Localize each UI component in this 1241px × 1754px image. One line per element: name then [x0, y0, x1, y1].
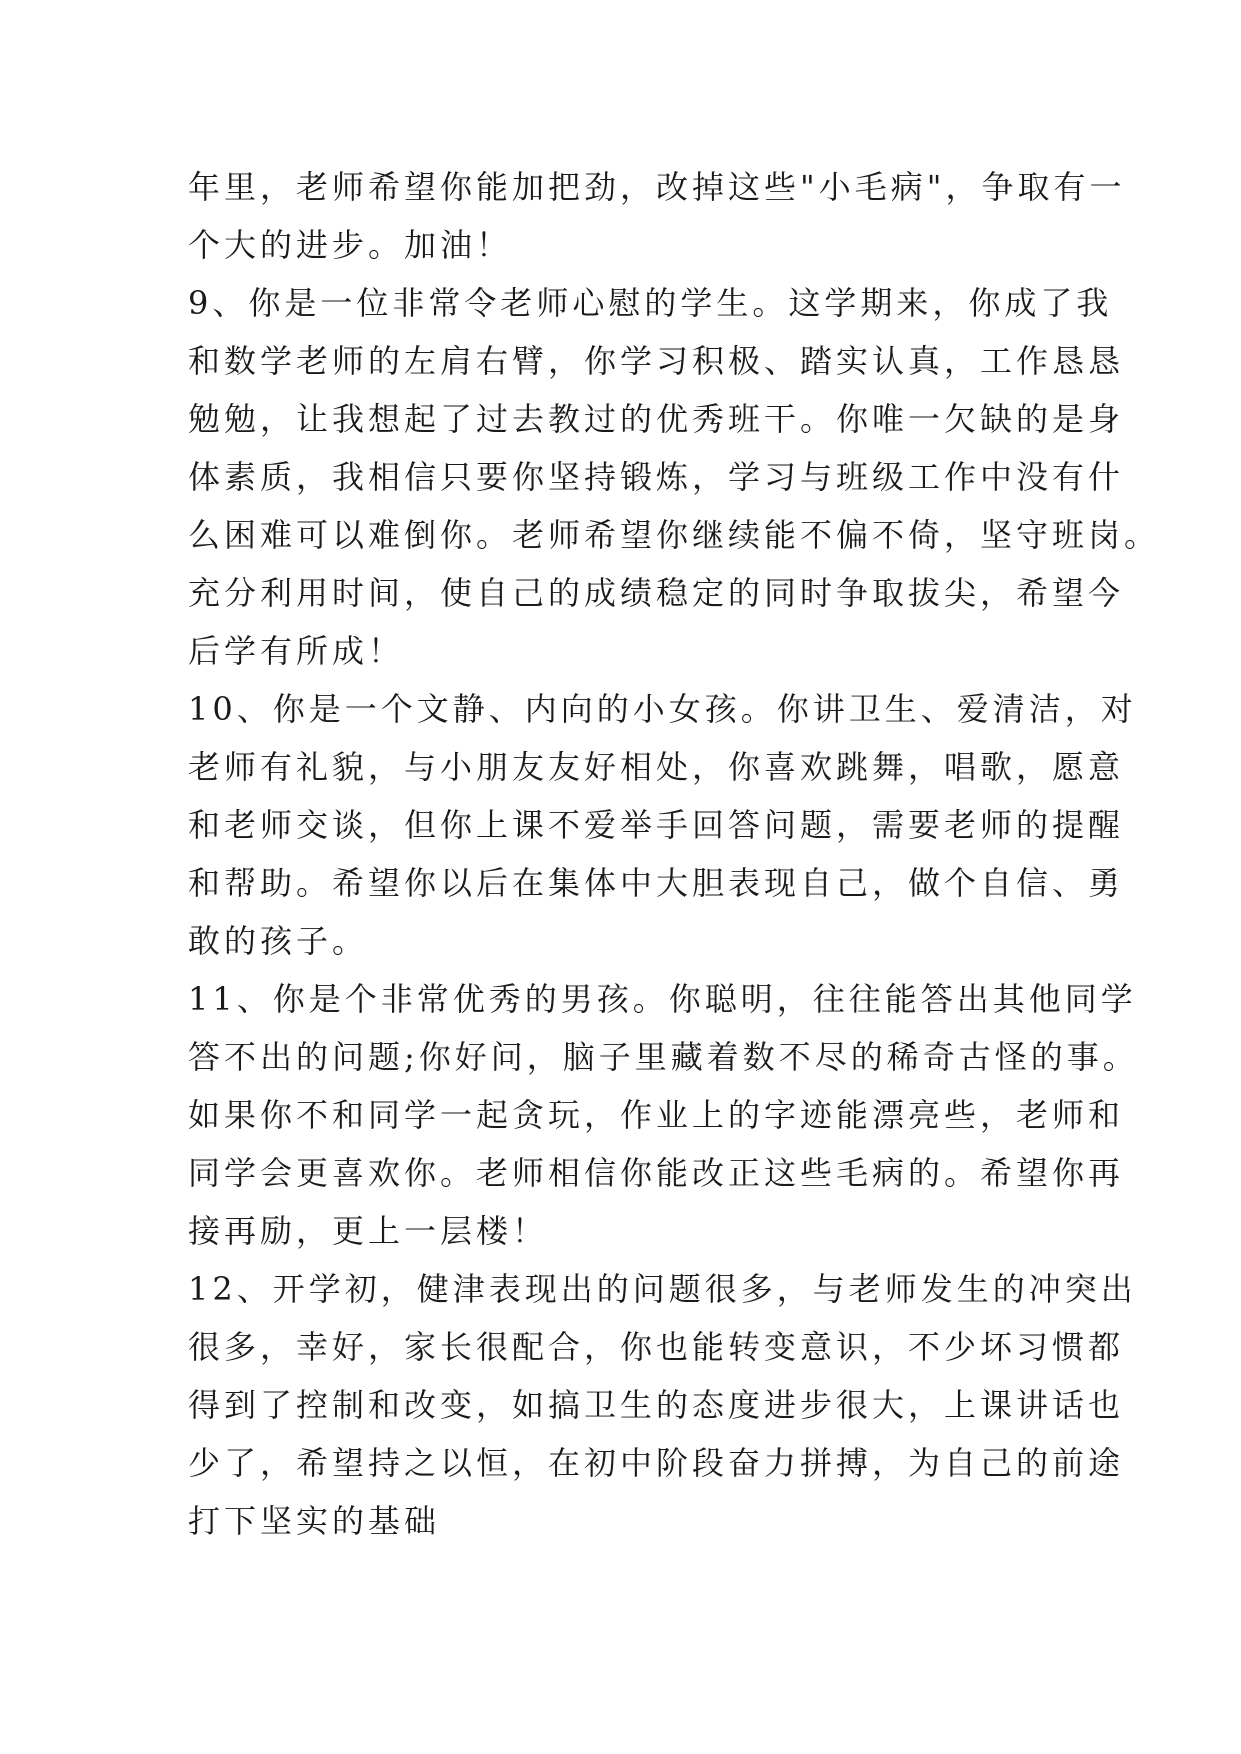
- text-line: 10、你是一个文静、内向的小女孩。你讲卫生、爱清洁，对: [188, 690, 1137, 728]
- text-line: 后学有所成！: [188, 632, 405, 670]
- text-line: 11、你是个非常优秀的男孩。你聪明，往往能答出其他同学: [188, 980, 1137, 1018]
- text-line: 勉勉，让我想起了过去教过的优秀班干。你唯一欠缺的是身: [188, 400, 1125, 438]
- text-line: 很多，幸好，家长很配合，你也能转变意识，不少坏习惯都: [188, 1328, 1125, 1366]
- text-line: 么困难可以难倒你。老师希望你继续能不偏不倚，坚守班岗。: [188, 516, 1161, 554]
- text-line: 如果你不和同学一起贪玩，作业上的字迹能漂亮些，老师和: [188, 1096, 1125, 1134]
- text-line: 和老师交谈，但你上课不爱举手回答问题，需要老师的提醒: [188, 806, 1125, 844]
- text-line: 12、开学初，健津表现出的问题很多，与老师发生的冲突出: [188, 1270, 1137, 1308]
- text-line: 敢的孩子。: [188, 922, 369, 960]
- text-line: 老师有礼貌，与小朋友友好相处，你喜欢跳舞，唱歌，愿意: [188, 748, 1125, 786]
- text-line: 和帮助。希望你以后在集体中大胆表现自己，做个自信、勇: [188, 864, 1125, 902]
- text-line: 答不出的问题;你好问，脑子里藏着数不尽的稀奇古怪的事。: [188, 1038, 1139, 1076]
- text-line: 同学会更喜欢你。老师相信你能改正这些毛病的。希望你再: [188, 1154, 1125, 1192]
- text-line: 9、你是一位非常令老师心慰的学生。这学期来，你成了我: [188, 284, 1113, 322]
- text-line: 充分利用时间，使自己的成绩稳定的同时争取拔尖，希望今: [188, 574, 1125, 612]
- text-line: 打下坚实的基础: [188, 1502, 441, 1540]
- document-body: [188, 158, 1161, 1550]
- text-line: 年里，老师希望你能加把劲，改掉这些"小毛病"，争取有一: [188, 168, 1126, 206]
- text-line: 体素质，我相信只要你坚持锻炼，学习与班级工作中没有什: [188, 458, 1125, 496]
- text-line: 和数学老师的左肩右臂，你学习积极、踏实认真，工作恳恳: [188, 342, 1125, 380]
- text-line: 得到了控制和改变，如搞卫生的态度进步很大，上课讲话也: [188, 1386, 1125, 1424]
- text-line: 接再励，更上一层楼！: [188, 1212, 549, 1250]
- text-line: 少了，希望持之以恒，在初中阶段奋力拼搏，为自己的前途: [188, 1444, 1125, 1482]
- text-line: 个大的进步。加油！: [188, 226, 513, 264]
